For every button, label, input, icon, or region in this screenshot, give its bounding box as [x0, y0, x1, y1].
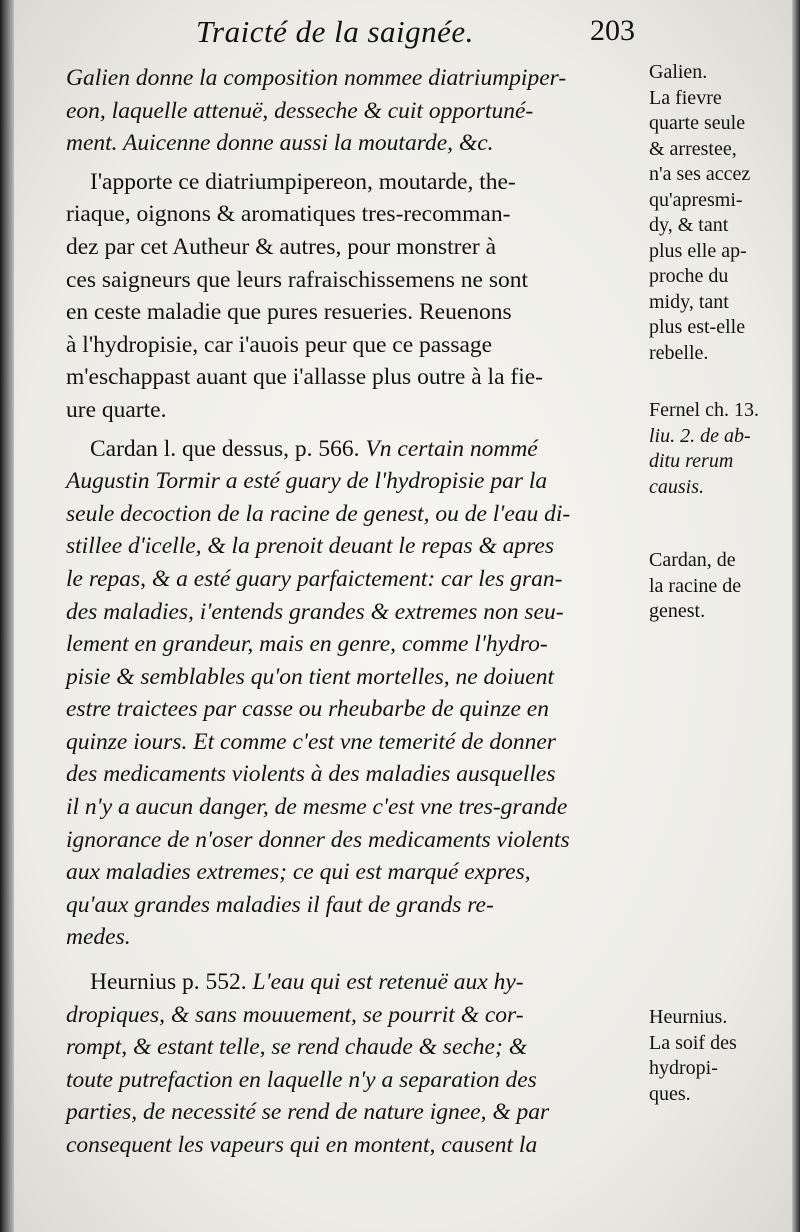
text-line: consequent les vapeurs qui en montent, causent la	[66, 1132, 538, 1158]
text-line: riaque, oignons & aromatiques tres-recomman-	[66, 201, 511, 228]
citation-lead: Cardan l. que dessus, p. 566.	[90, 435, 360, 462]
paragraph-cardan	[66, 433, 646, 955]
text-line: lement en grandeur, mais en genre, comme l'hydro-	[66, 631, 548, 658]
margin-line: proche du	[649, 265, 729, 287]
text-line: à l'hydropisie, car i'auois peur que ce passage	[66, 331, 493, 358]
margin-line: causis.	[649, 475, 704, 498]
text-line: Galien donne la composition nommee diatriumpiper-	[66, 65, 567, 91]
text-line: ure quarte.	[66, 396, 167, 423]
text-line: m'eschappast auant que i'allasse plus outre à la fie-	[66, 364, 543, 391]
text-line: parties, de necessité se rend de nature ignee, & par	[66, 1099, 550, 1126]
text-line: I'apporte ce diatriumpipereon, moutarde, the-	[90, 168, 516, 195]
text-line: le repas, & a esté guary parfaictement: car les gran-	[66, 565, 563, 592]
text-line: quinze iours. Et comme c'est vne temerité de donner	[66, 728, 556, 755]
margin-line: genest.	[649, 600, 706, 622]
quote-start: L'eau qui est retenuë aux hy-	[252, 969, 524, 996]
running-header	[60, 14, 660, 54]
margin-line: la racine de	[649, 574, 742, 597]
text-line: dez par cet Autheur & autres, pour monstrer à	[66, 233, 497, 260]
margin-line: plus elle ap-	[649, 239, 747, 262]
text-line: estre traictees par casse ou rheubarbe de quinze en	[66, 696, 549, 723]
text-line	[66, 433, 646, 466]
margin-note-galien	[649, 60, 799, 366]
margin-note-heurnius	[649, 1005, 799, 1107]
margin-line: La soif des	[649, 1031, 737, 1054]
margin-line: ditu rerum	[649, 450, 734, 472]
quote-start: Vn certain nommé	[365, 435, 538, 462]
text-line: aux maladies extremes; ce qui est marqué expres,	[66, 859, 531, 886]
text-line: seule decoction de la racine de genest, ou de l'eau di-	[66, 500, 571, 527]
text-line: ces saigneurs que leurs rafraischissemens ne sont	[66, 266, 529, 293]
margin-line: rebelle.	[649, 341, 709, 364]
text-line	[66, 966, 646, 999]
margin-line: n'a ses accez	[649, 163, 751, 185]
text-line: toute putrefaction en laquelle n'y a separation des	[66, 1066, 537, 1093]
text-line: il n'y a aucun danger, de mesme c'est vne tres-grande	[66, 794, 568, 821]
text-line: qu'aux grandes maladies il faut de grands re-	[66, 891, 494, 918]
text-line: rompt, & estant telle, se rend chaude & seche; &	[66, 1034, 527, 1061]
margin-line: Fernel ch. 13.	[649, 399, 759, 421]
text-line: ment. Auicenne donne aussi la moutarde, &c.	[66, 130, 494, 157]
text-line: stillee d'icelle, & la prenoit deuant le repas & apres	[66, 533, 554, 560]
text-line: pisie & semblables qu'on tient mortelles, ne doiuent	[66, 663, 555, 690]
margin-line: hydropi-	[649, 1057, 718, 1079]
running-title: Traicté de la saignée.	[196, 14, 474, 49]
margin-note-cardan	[649, 548, 799, 625]
margin-line: dy, & tant	[649, 214, 729, 236]
paragraph-heurnius	[66, 966, 646, 1162]
text-line: des maladies, i'entends grandes & extremes non seu-	[66, 598, 564, 625]
margin-line: plus est-elle	[649, 316, 746, 338]
margin-line: midy, tant	[649, 290, 729, 313]
margin-line: quarte seule	[649, 112, 746, 134]
main-text-column	[66, 62, 646, 1162]
margin-line: La fievre	[649, 86, 722, 109]
page-left-edge-shadow	[0, 0, 14, 1232]
text-line: dropiques, & sans mouuement, se pourrit & cor-	[66, 1001, 524, 1028]
margin-line: Galien.	[649, 61, 708, 83]
margin-line: Cardan, de	[649, 549, 736, 571]
paragraph-galien	[66, 62, 646, 160]
text-line: eon, laquelle attenuë, desseche & cuit opportuné-	[66, 97, 534, 124]
margin-line: Heurnius.	[649, 1006, 728, 1028]
text-line: des medicaments violents à des maladies ausquelles	[66, 761, 556, 788]
text-line: Augustin Tormir a esté guary de l'hydropisie par la	[66, 468, 548, 495]
margin-line: ques.	[649, 1082, 691, 1105]
text-line: en ceste maladie que pures resueries. Reuenons	[66, 299, 512, 326]
text-line: medes.	[66, 924, 131, 951]
margin-line: liu. 2. de ab-	[649, 424, 751, 447]
margin-line: & arrestee,	[649, 137, 737, 160]
page-number: 203	[590, 14, 635, 47]
margin-note-fernel	[649, 398, 799, 500]
margin-line: qu'apresmi-	[649, 188, 743, 211]
paragraph-diatriumpipereon	[66, 166, 646, 427]
text-line: ignorance de n'oser donner des medicaments violents	[66, 826, 570, 853]
citation-lead: Heurnius p. 552.	[90, 969, 247, 996]
